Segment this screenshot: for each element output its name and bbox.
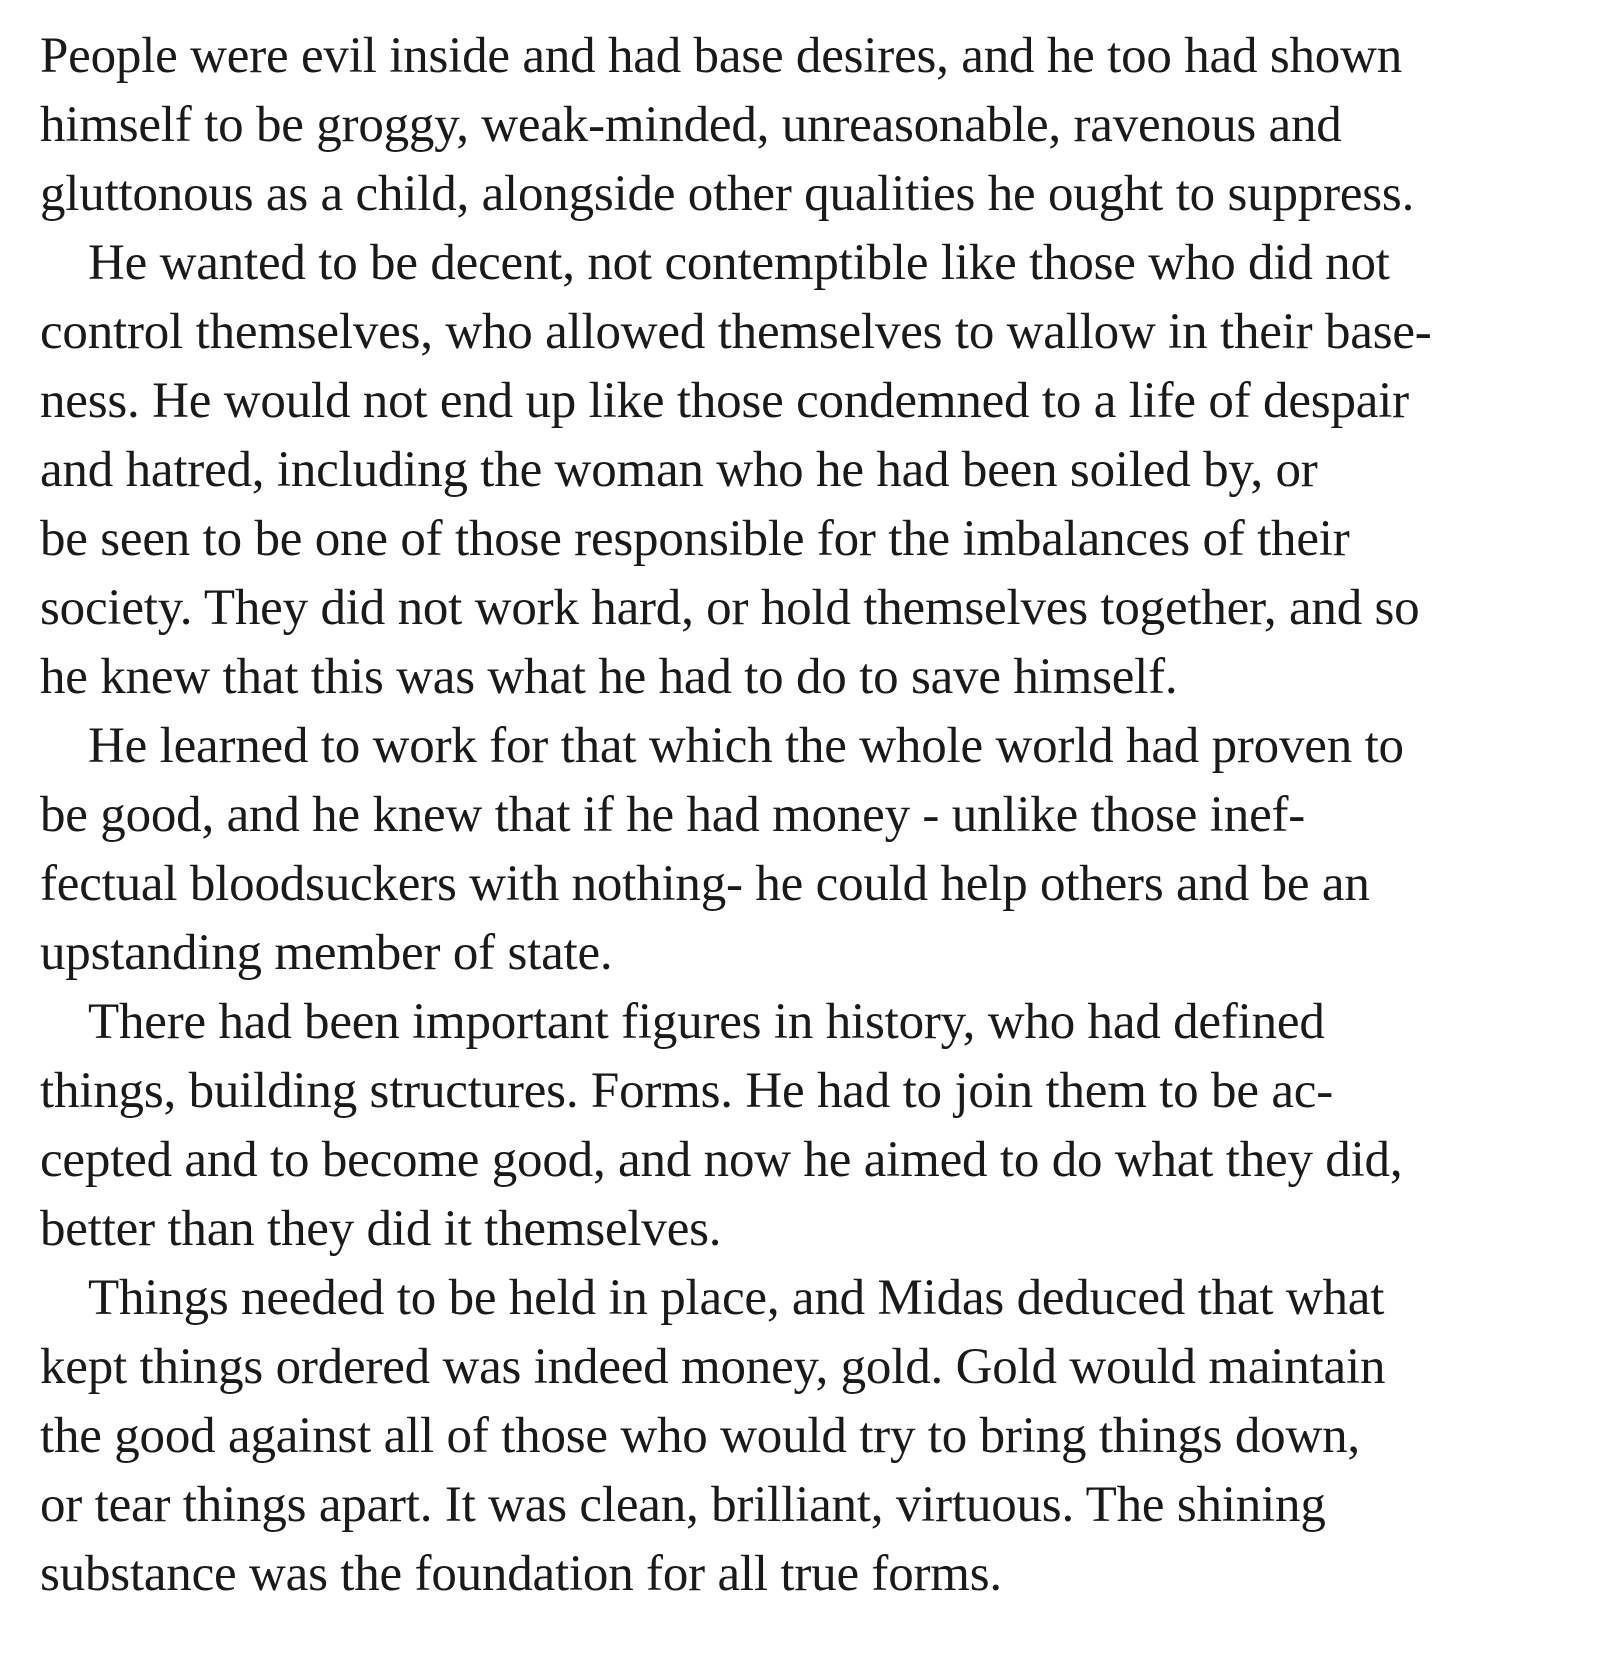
text-line: and hatred, including the woman who he had been soiled by, or [40, 442, 1318, 498]
text-line: be good, and he knew that if he had money - unlike those inef- [40, 787, 1306, 843]
text-line: kept things ordered was indeed money, gold. Gold would maintain [40, 1339, 1386, 1395]
text-line: upstanding member of state. [40, 925, 613, 981]
text-line: be seen to be one of those responsible for the imbalances of their [40, 511, 1350, 567]
paragraph [40, 22, 1580, 229]
paragraph [40, 229, 1580, 712]
paragraph [40, 712, 1580, 988]
text-line: better than they did it themselves. [40, 1201, 722, 1257]
paragraph [40, 988, 1580, 1264]
paragraph [40, 1264, 1580, 1609]
text-line: He learned to work for that which the whole world had proven to [88, 718, 1404, 774]
text-line: fectual bloodsuckers with nothing- he could help others and be an [40, 856, 1370, 912]
text-line: He wanted to be decent, not contemptible like those who did not [88, 235, 1390, 291]
document-page [40, 22, 1580, 1609]
text-line: There had been important figures in history, who had defined [88, 994, 1325, 1050]
text-line: himself to be groggy, weak-minded, unreasonable, ravenous and [40, 97, 1342, 153]
text-line: he knew that this was what he had to do to save himself. [40, 649, 1178, 705]
text-line: ness. He would not end up like those condemned to a life of despair [40, 373, 1409, 429]
text-line: gluttonous as a child, alongside other qualities he ought to suppress. [40, 166, 1415, 222]
text-line: substance was the foundation for all true forms. [40, 1546, 1002, 1602]
text-line: cepted and to become good, and now he aimed to do what they did, [40, 1132, 1403, 1188]
text-line: the good against all of those who would try to bring things down, [40, 1408, 1360, 1464]
text-line: control themselves, who allowed themselves to wallow in their base- [40, 304, 1432, 360]
text-line: Things needed to be held in place, and Midas deduced that what [88, 1270, 1385, 1326]
text-line: things, building structures. Forms. He had to join them to be ac- [40, 1063, 1333, 1119]
text-line: People were evil inside and had base desires, and he too had shown [40, 28, 1403, 84]
text-line: society. They did not work hard, or hold themselves together, and so [40, 580, 1420, 636]
text-line: or tear things apart. It was clean, brilliant, virtuous. The shining [40, 1477, 1326, 1533]
